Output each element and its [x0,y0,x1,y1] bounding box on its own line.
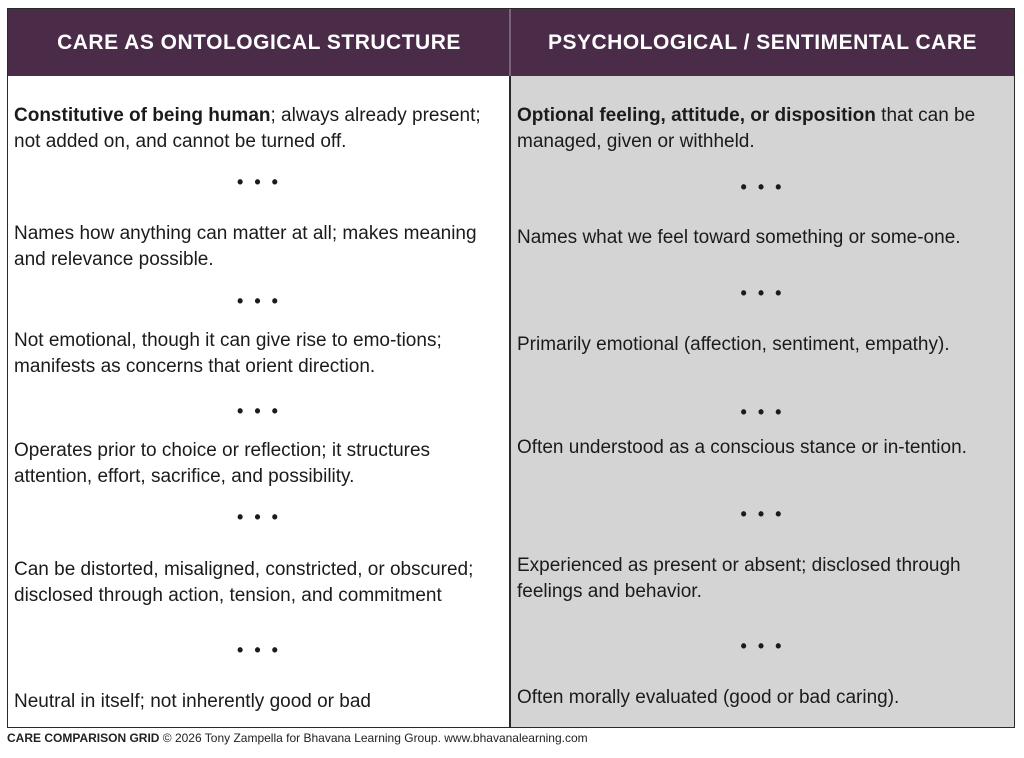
separator-dots: • • • [237,640,281,660]
left-cell [14,689,502,715]
right-cell [517,103,1006,155]
cell-text: Names what we feel toward something or some-one. [517,227,961,248]
separator-dots: • • • [237,291,281,311]
separator-dots: • • • [740,283,785,303]
separator-dots: • • • [237,172,281,192]
right-cell [517,435,1006,461]
cell-text: Names how anything can matter at all; makes meaning and relevance possible. [14,223,477,270]
separator-dots: • • • [740,636,785,656]
cell-text: Neutral in itself; not inherently good or bad [14,691,371,712]
right-cell [517,332,1006,358]
cell-text: Often understood as a conscious stance or in-tention. [517,437,967,458]
grid-header [8,9,1014,76]
left-cell [14,328,502,380]
footer-title: CARE COMPARISON GRID [7,731,160,745]
footer-credit [7,731,588,745]
cell-text: Often morally evaluated (good or bad caring). [517,687,900,708]
cell-bold: Optional feeling, attitude, or disposition [517,105,876,126]
column-psychological [511,76,1014,727]
cell-text: ; always already present; not added on, and cannot be turned off. [14,105,481,152]
cell-text: that can be managed, given or withheld. [517,105,976,152]
separator-dots: • • • [237,401,281,421]
left-cell [14,438,502,490]
header-ontological: CARE AS ONTOLOGICAL STRUCTURE [57,30,461,54]
right-cell [517,685,1006,711]
cell-text: Experienced as present or absent; disclosed through feelings and behavior. [517,555,961,602]
cell-bold: Constitutive of being human [14,105,271,126]
left-cell [14,557,502,609]
separator-dots: • • • [740,504,785,524]
cell-text: Operates prior to choice or reflection; it structures attention, effort, sacrifice, and possibility. [14,440,431,487]
separator-dots: • • • [237,507,281,527]
cell-text: Not emotional, though it can give rise to emo-tions; manifests as concerns that orient direction. [14,330,442,377]
right-cell [517,225,1006,251]
footer-copyright: © 2026 Tony Zampella for Bhavana Learning Group. www.bhavanalearning.com [159,731,588,745]
care-comparison-grid [7,8,1015,728]
header-psychological: PSYCHOLOGICAL / SENTIMENTAL CARE [547,30,978,54]
separator-dots: • • • [740,177,785,197]
left-cell [14,221,502,273]
cell-text: Can be distorted, misaligned, constricted, or obscured; disclosed through action, tension, and commitment [14,559,474,606]
cell-text: Primarily emotional (affection, sentiment, empathy). [517,334,950,355]
left-cell [14,103,502,155]
separator-dots: • • • [740,402,785,422]
column-ontological [8,76,510,727]
right-cell [517,553,1006,605]
